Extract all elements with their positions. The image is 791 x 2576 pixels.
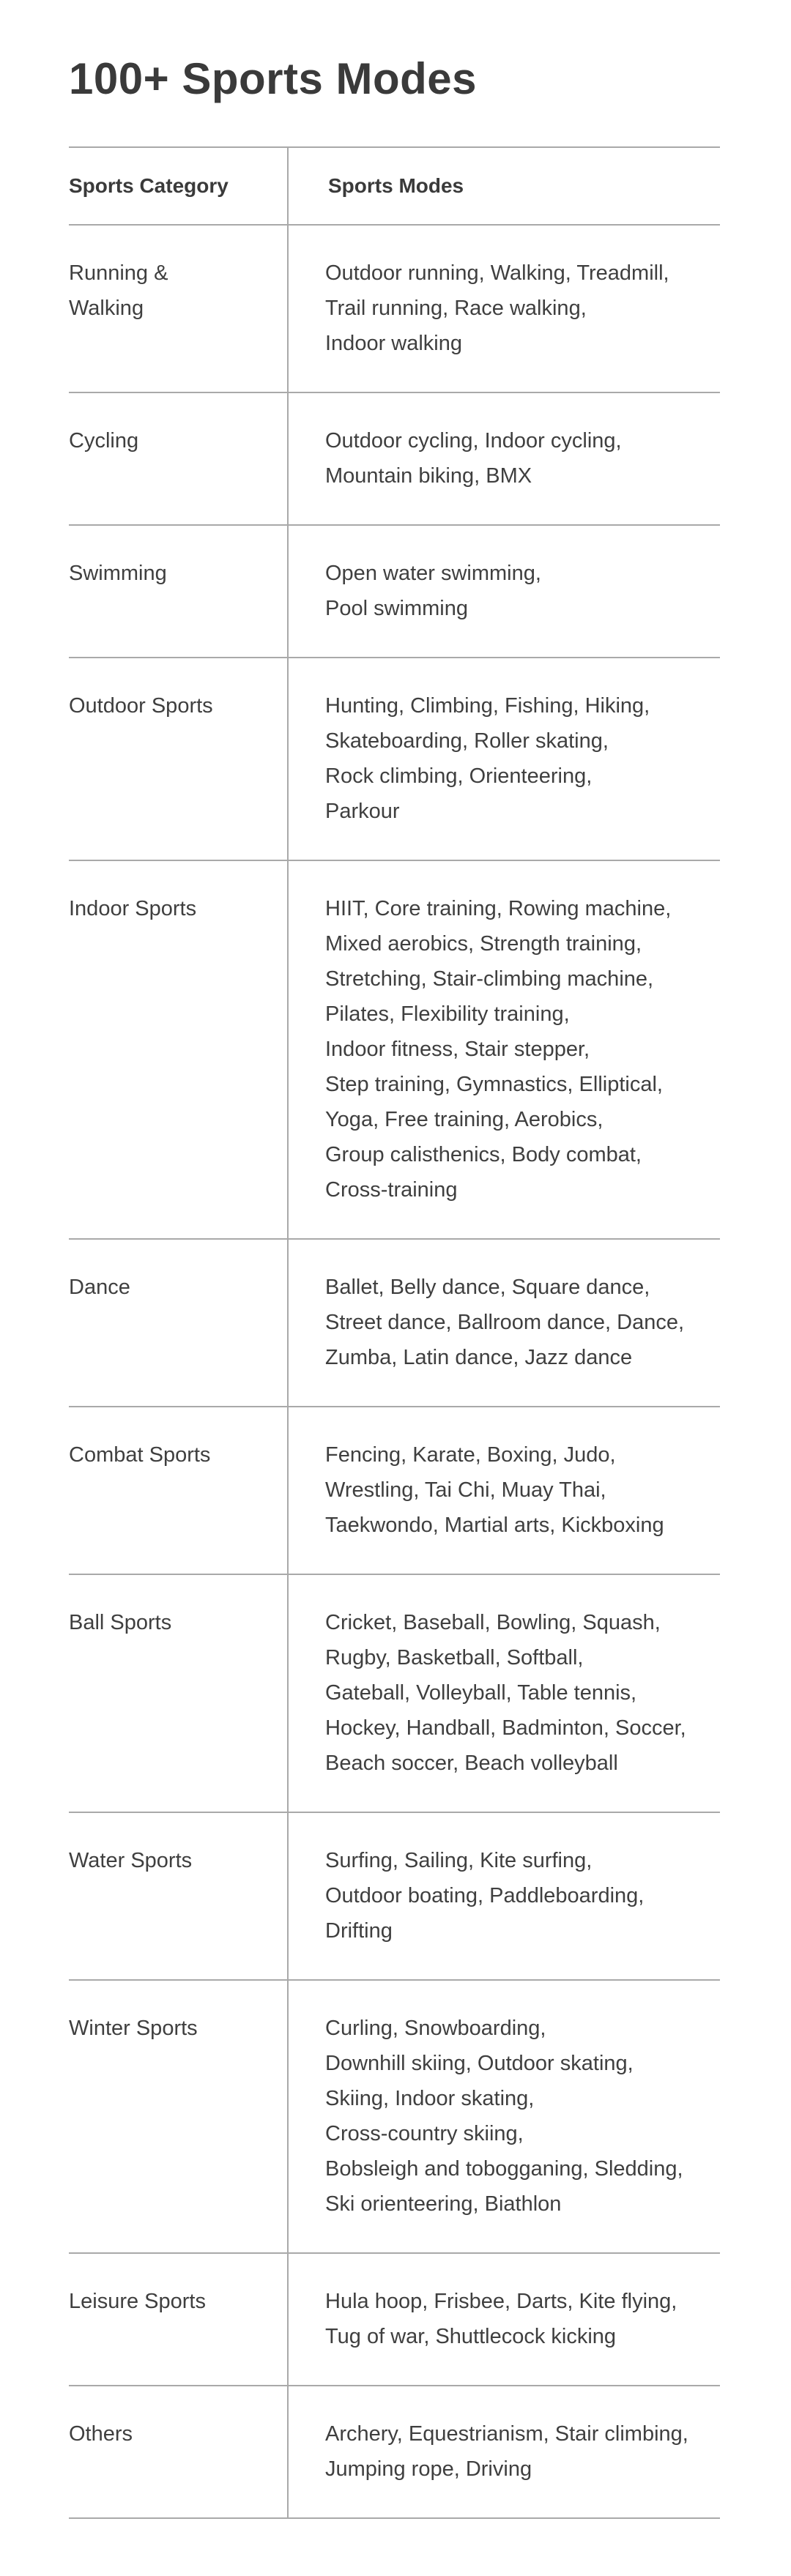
table-row	[69, 860, 720, 1238]
table-row	[69, 1406, 720, 1574]
header-modes: Sports Modes	[328, 174, 464, 197]
category-cell: Outdoor Sports	[69, 658, 289, 860]
table-row	[69, 1238, 720, 1406]
category-cell: Water Sports	[69, 1813, 289, 1979]
category-cell: Winter Sports	[69, 1981, 289, 2252]
table-row	[69, 224, 720, 392]
table-header-row	[69, 146, 720, 224]
category-cell: Others	[69, 2386, 289, 2517]
category-cell: Cycling	[69, 393, 289, 524]
table-row	[69, 1979, 720, 2252]
category-cell: Leisure Sports	[69, 2254, 289, 2385]
modes-cell: Fencing, Karate, Boxing, Judo, Wrestling, Tai Chi, Muay Thai, Taekwondo, Martial arts, Kickboxing	[325, 1443, 664, 1537]
table-row	[69, 657, 720, 860]
category-cell: Combat Sports	[69, 1407, 289, 1574]
modes-cell: Cricket, Baseball, Bowling, Squash, Rugby, Basketball, Softball, Gateball, Volleyball, Table tennis, Hockey, Handball, Badminton, Soccer, Beach soccer, Beach volleyball	[325, 1611, 686, 1775]
category-cell: Swimming	[69, 526, 289, 657]
modes-cell: Outdoor running, Walking, Treadmill, Trail running, Race walking, Indoor walking	[325, 261, 669, 355]
sports-modes-table	[69, 146, 720, 2519]
modes-cell: Hula hoop, Frisbee, Darts, Kite flying, Tug of war, Shuttlecock kicking	[325, 2290, 677, 2348]
header-category: Sports Category	[69, 148, 289, 224]
modes-cell: Open water swimming, Pool swimming	[325, 562, 541, 620]
modes-cell: HIIT, Core training, Rowing machine, Mixed aerobics, Strength training, Stretching, Stair-climbing machine, Pilates, Flexibility training, Indoor fitness, Stair stepper, Step training, Gymnastics, Elliptical, Yoga, Free training, Aerobics, Group calisthenics, Body combat, Cross-training	[325, 897, 672, 1202]
modes-cell: Archery, Equestrianism, Stair climbing, Jumping rope, Driving	[325, 2422, 688, 2481]
table-row	[69, 2252, 720, 2385]
table-row	[69, 1574, 720, 1812]
table-row	[69, 392, 720, 524]
category-cell: Indoor Sports	[69, 861, 289, 1238]
table-row	[69, 2385, 720, 2519]
category-cell: Dance	[69, 1240, 289, 1406]
modes-cell: Curling, Snowboarding, Downhill skiing, Outdoor skating, Skiing, Indoor skating, Cross-country skiing, Bobsleigh and tobogganing, Sledding, Ski orienteering, Biathlon	[325, 2017, 683, 2216]
category-cell: Ball Sports	[69, 1575, 289, 1812]
table-row	[69, 1812, 720, 1979]
category-cell: Running & Walking	[69, 226, 289, 392]
table-row	[69, 524, 720, 657]
page-title: 100+ Sports Modes	[69, 54, 478, 103]
modes-cell: Outdoor cycling, Indoor cycling, Mountain biking, BMX	[325, 429, 622, 488]
modes-cell: Ballet, Belly dance, Square dance, Street dance, Ballroom dance, Dance, Zumba, Latin dance, Jazz dance	[325, 1276, 685, 1369]
modes-cell: Hunting, Climbing, Fishing, Hiking, Skateboarding, Roller skating, Rock climbing, Orienteering, Parkour	[325, 694, 650, 823]
modes-cell: Surfing, Sailing, Kite surfing, Outdoor boating, Paddleboarding, Drifting	[325, 1849, 645, 1943]
